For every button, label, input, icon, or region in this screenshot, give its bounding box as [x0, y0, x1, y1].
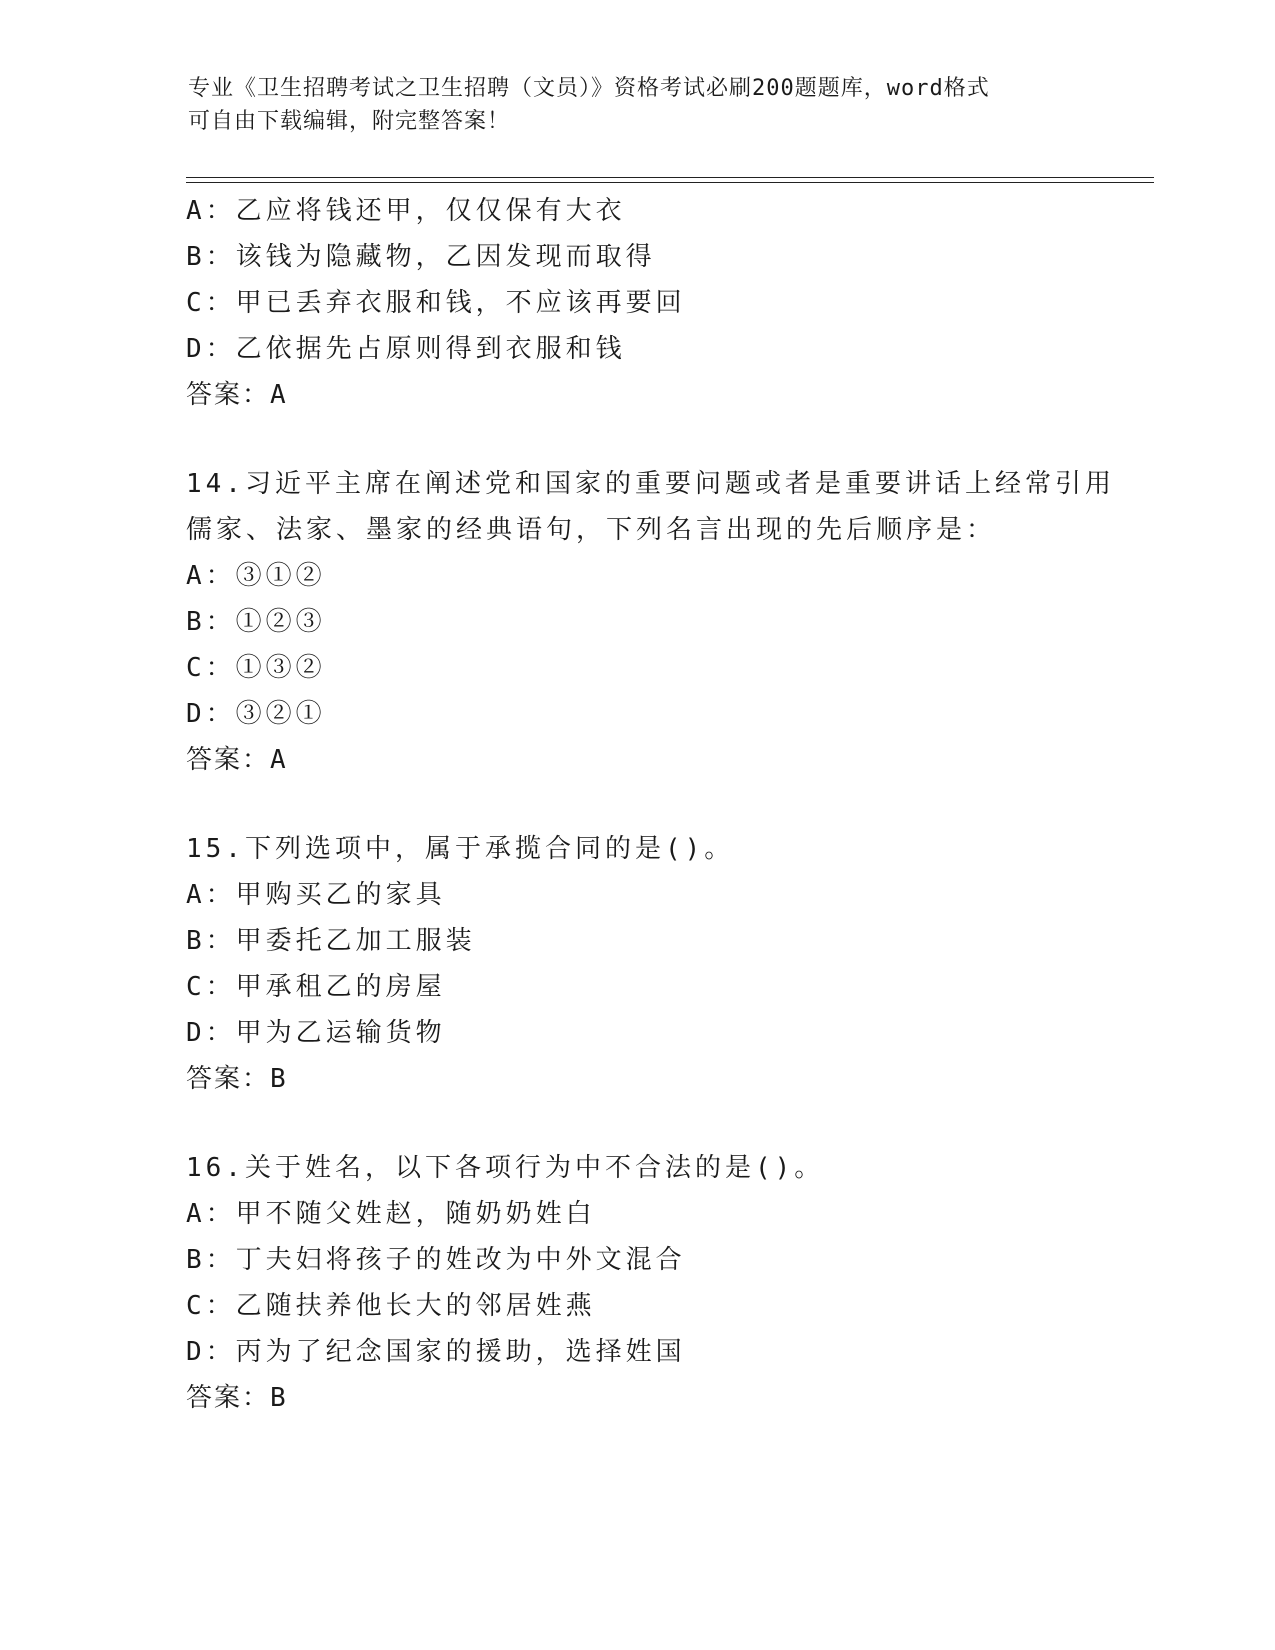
question-stem-line-1: 14.习近平主席在阐述党和国家的重要问题或者是重要讲话上经常引用 [186, 469, 1115, 499]
question-spacer [186, 783, 1136, 826]
header-divider-bottom [186, 182, 1154, 183]
option-d: D：乙依据先占原则得到衣服和钱 [186, 334, 626, 364]
answer-line: 答案：B [186, 1064, 288, 1094]
option-d: D：甲为乙运输货物 [186, 1018, 446, 1048]
question-13 [186, 188, 1136, 418]
question-spacer [186, 418, 1136, 461]
option-c: C：甲承租乙的房屋 [186, 972, 446, 1002]
question-14 [186, 461, 1136, 783]
option-b: B：①②③ [186, 607, 326, 637]
option-d: D：丙为了纪念国家的援助，选择姓国 [186, 1337, 686, 1367]
question-list [186, 188, 1136, 1421]
answer-line: 答案：A [186, 380, 288, 410]
option-b: B：丁夫妇将孩子的姓改为中外文混合 [186, 1245, 686, 1275]
option-a: A：甲购买乙的家具 [186, 880, 446, 910]
question-stem-line-2: 儒家、法家、墨家的经典语句，下列名言出现的先后顺序是： [186, 515, 997, 545]
option-c: C：乙随扶养他长大的邻居姓燕 [186, 1291, 596, 1321]
answer-line: 答案：B [186, 1383, 288, 1413]
option-b: B：甲委托乙加工服装 [186, 926, 476, 956]
option-c: C：①③② [186, 653, 326, 683]
answer-line: 答案：A [186, 745, 288, 775]
question-15 [186, 826, 1136, 1102]
option-c: C：甲已丢弃衣服和钱，不应该再要回 [186, 288, 686, 318]
option-b: B：该钱为隐藏物，乙因发现而取得 [186, 242, 656, 272]
question-stem: 15.下列选项中，属于承揽合同的是()。 [186, 834, 735, 864]
option-a: A：乙应将钱还甲，仅仅保有大衣 [186, 196, 626, 226]
option-a: A：③①② [186, 561, 326, 591]
question-stem: 16.关于姓名，以下各项行为中不合法的是()。 [186, 1153, 825, 1183]
header-divider-top [186, 177, 1154, 178]
question-16 [186, 1145, 1136, 1421]
option-d: D：③②① [186, 699, 326, 729]
document-header [188, 72, 1088, 138]
header-line-1: 专业《卫生招聘考试之卫生招聘（文员）》资格考试必刷200题题库，word格式 [188, 76, 990, 101]
option-a: A：甲不随父姓赵，随奶奶姓白 [186, 1199, 596, 1229]
header-line-2: 可自由下载编辑，附完整答案！ [188, 109, 511, 134]
question-spacer [186, 1102, 1136, 1145]
